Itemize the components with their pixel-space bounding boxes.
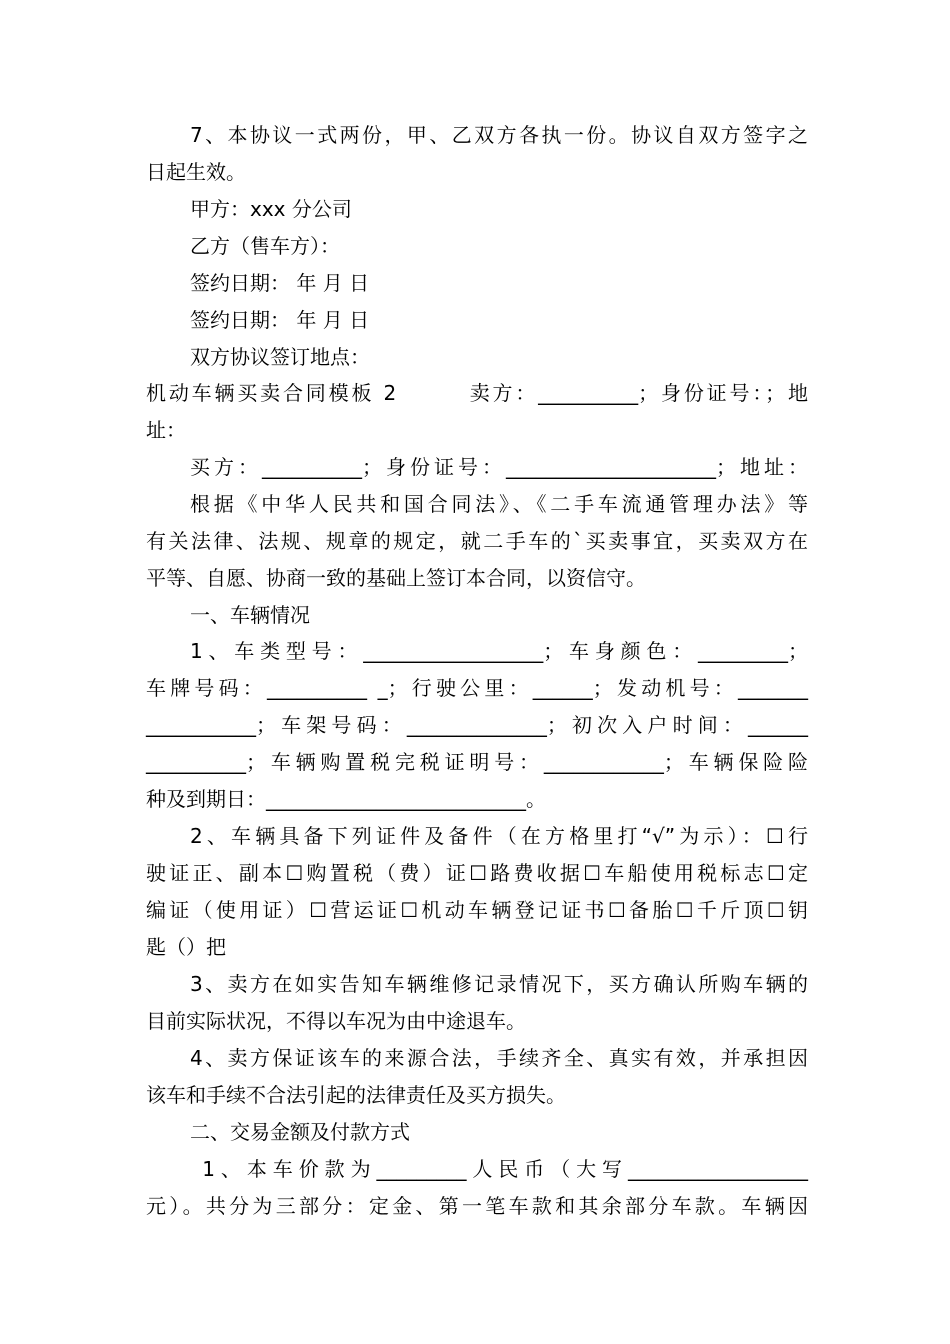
sign-place: 双方协议签订地点： [190, 345, 370, 369]
section-2-heading: 二、交易金额及付款方式 [190, 1120, 410, 1144]
clause-3-line-2: 目前实际状况，不得以车况为由中途退车。 [146, 1009, 526, 1033]
price-line-2: 元）。共分为三部分：定金、第一笔车款和其余部分车款。车辆因 [146, 1194, 808, 1218]
party-a-label: 甲方：xxx 分公司 [190, 197, 352, 221]
sign-date-1: 签约日期： 年 月 日 [190, 271, 370, 295]
template-2-seller-line: 机动车辆买卖合同模板 2 卖方：__________；身份证号：；地 [146, 381, 808, 405]
vehicle-info-line-1: 1、车类型号：__________________；车身颜色：_________； [190, 639, 808, 663]
documents-line-1: 2、车辆具备下列证件及备件（在方格里打“√”为示）：☐行 [190, 824, 808, 848]
documents-line-2: 驶证正、副本☐购置税（费）证☐路费收据☐车船使用税标志☐定 [146, 861, 808, 885]
intro-line-1: 根据《中华人民共和国合同法》、《二手车流通管理办法》等 [190, 492, 808, 516]
price-line-1: 1、本车价款为_________人民币（大写__________________ [190, 1157, 808, 1181]
vehicle-info-line-3: ___________；车架号码：______________；初次入户时间：______ [146, 713, 808, 737]
vehicle-info-line-5: 种及到期日：__________________________。 [146, 787, 546, 811]
section-1-heading: 一、车辆情况 [190, 603, 310, 627]
clause-4-line-2: 该车和手续不合法引起的法律责任及买方损失。 [146, 1083, 566, 1107]
clause-3-line-1: 3、卖方在如实告知车辆维修记录情况下，买方确认所购车辆的 [190, 972, 808, 996]
vehicle-info-line-2: 车牌号码：__________ _；行驶公里：______；发动机号：_______ [146, 676, 808, 700]
documents-line-4: 匙（）把 [146, 935, 226, 959]
clause-4-line-1: 4、卖方保证该车的来源合法，手续齐全、真实有效，并承担因 [190, 1046, 808, 1070]
buyer-line: 买方：__________；身份证号：_____________________；地址： [190, 455, 808, 479]
intro-line-2: 有关法律、法规、规章的规定，就二手车的`买卖事宜，买卖双方在 [146, 529, 808, 553]
vehicle-info-line-4: __________；车辆购置税完税证明号：____________；车辆保险险 [146, 750, 808, 774]
intro-line-3: 平等、自愿、协商一致的基础上签订本合同，以资信守。 [146, 566, 646, 590]
sign-date-2: 签约日期： 年 月 日 [190, 308, 370, 332]
documents-line-3: 编证（使用证）☐营运证☐机动车辆登记证书☐备胎☐千斤顶☐钥 [146, 898, 808, 922]
clause-7-line-1: 7、本协议一式两份，甲、乙双方各执一份。协议自双方签字之 [190, 123, 808, 147]
party-b-label: 乙方（售车方）： [190, 234, 340, 258]
clause-7-line-2: 日起生效。 [146, 160, 246, 184]
seller-address-line: 址： [146, 418, 186, 442]
